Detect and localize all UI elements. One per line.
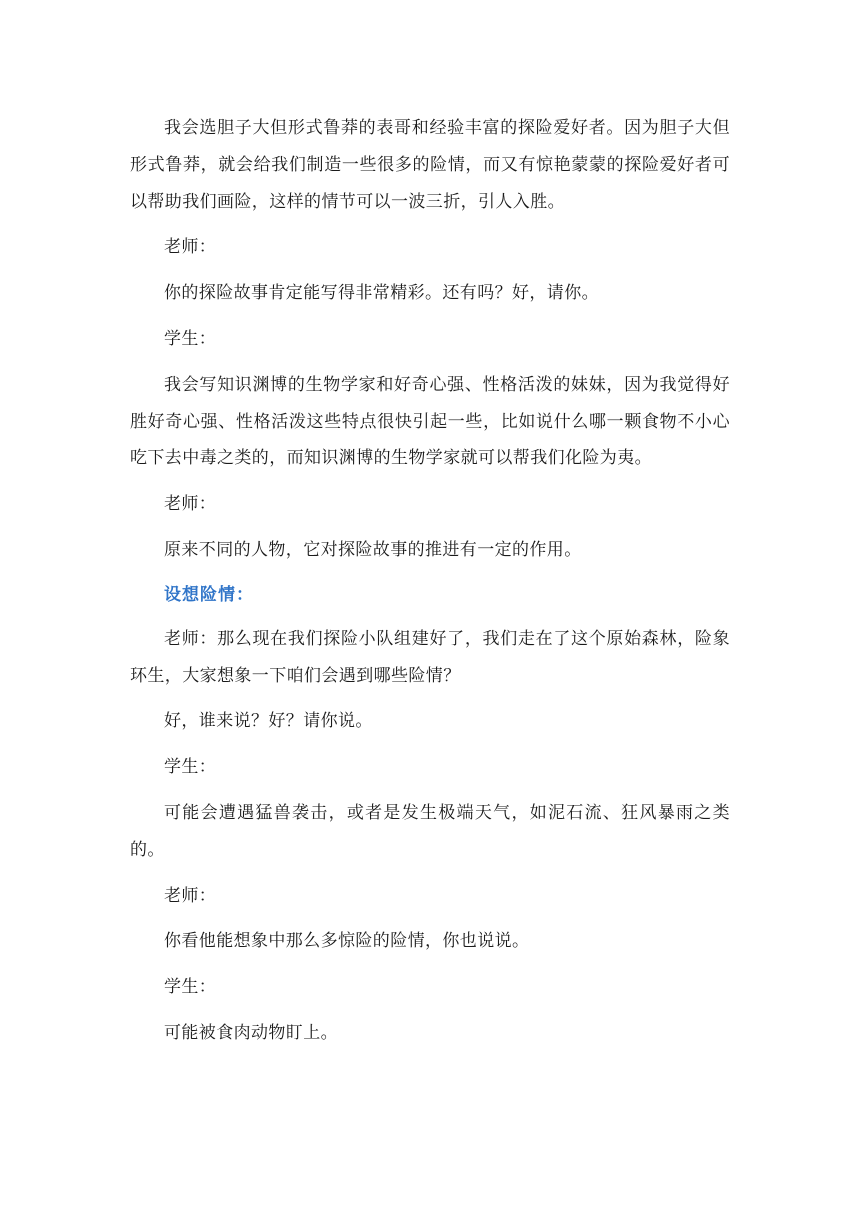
paragraph-characters-role: 原来不同的人物，它对探险故事的推进有一定的作用。: [164, 539, 582, 560]
speaker-label-student: 学生：: [164, 977, 217, 998]
paragraph-teacher-forest-question: 老师：那么现在我们探险小队组建好了，我们走在了这个原始森林，险象环生，大家想象一下咱们会遇到哪些险情？: [130, 628, 730, 686]
paragraph-teacher-praise: 你的探险故事肯定能写得非常精彩。还有吗？好，请你。: [164, 283, 599, 304]
section-heading-imagine-dangers: 设想险情：: [164, 584, 254, 605]
speaker-label-student: 学生：: [164, 328, 217, 349]
paragraph-beasts-and-weather: 可能会遭遇猛兽袭击，或者是发生极端天气，如泥石流、狂风暴雨之类的。: [130, 802, 730, 860]
speaker-label-teacher: 老师：: [164, 494, 217, 515]
speaker-label-student: 学生：: [164, 757, 217, 778]
paragraph-teacher-encourage: 你看他能想象中那么多惊险的险情，你也说说。: [164, 931, 530, 952]
speaker-label-teacher: 老师：: [164, 885, 217, 906]
document-body: [130, 110, 730, 1052]
paragraph-cousin-and-explorer: 我会选胆子大但形式鲁莽的表哥和经验丰富的探险爱好者。因为胆子大但形式鲁莽，就会给我们制造一些很多的险情，而又有惊艳蒙蒙的探险爱好者可以帮助我们画险，这样的情节可以一波三折，引人入胜。: [130, 118, 730, 212]
paragraph-predators: 可能被食肉动物盯上。: [164, 1022, 338, 1043]
paragraph-who-speaks: 好，谁来说？好？请你说。: [164, 711, 373, 732]
paragraph-biologist-and-sister: 我会写知识渊博的生物学家和好奇心强、性格活泼的妹妹，因为我觉得好胜好奇心强、性格活泼这些特点很快引起一些，比如说什么哪一颗食物不小心吃下去中毒之类的，而知识渊博的生物学家就可以帮我们化险为夷。: [130, 374, 730, 469]
speaker-label-teacher: 老师：: [164, 237, 217, 258]
